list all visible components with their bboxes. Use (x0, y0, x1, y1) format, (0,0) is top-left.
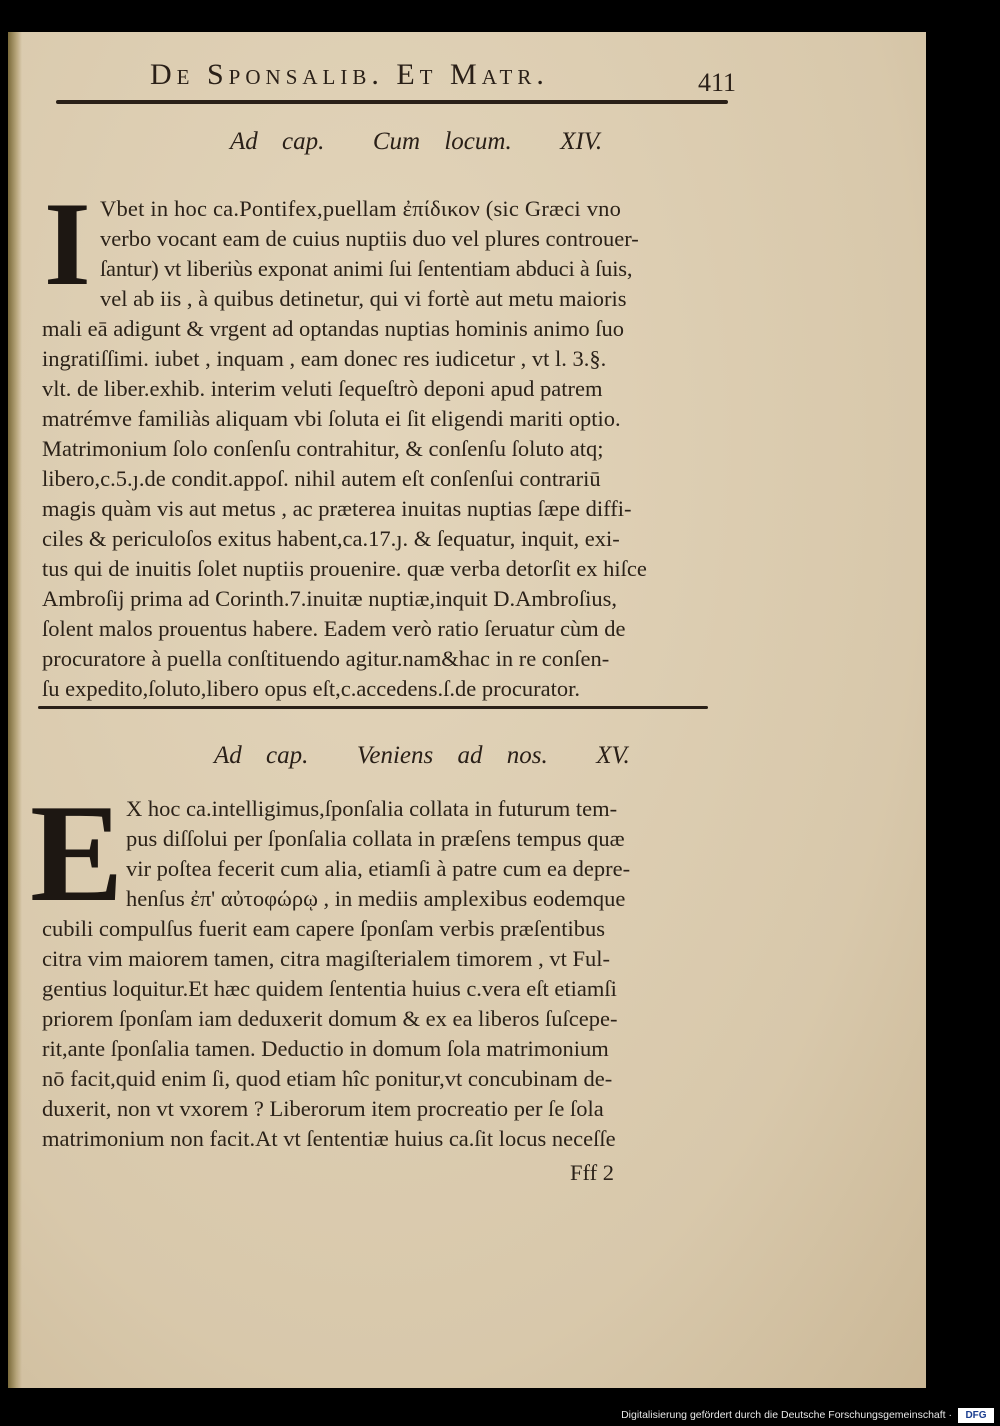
text-line: ſu expedito,ſoluto,libero opus eſt,c.accedens.ſ.de procurator. (42, 676, 580, 701)
text-line: henſus ἐπ' αὐτοφώρῳ , in mediis amplexibus eodemque (126, 886, 626, 911)
text-line: procuratore à puella conſtituendo agitur.nam&hac in re conſen- (42, 646, 610, 671)
text-line: magis quàm vis aut metus , ac præterea inuitas nuptias ſæpe diffi- (42, 496, 632, 521)
header-rule (56, 100, 728, 104)
text-line: X hoc ca.intelligimus,ſponſalia collata in futurum tem- (126, 796, 618, 821)
text-line: ingratiſſimi. iubet , inquam , eam donec res iudicetur , vt l. 3.§. (42, 346, 607, 371)
text-line: citra vim maiorem tamen, citra magiſterialem timorem , vt Ful- (42, 946, 610, 971)
text-line: ciles & periculoſos exitus habent,ca.17.ȷ. & ſequatur, inquit, exi- (42, 526, 620, 551)
text-line: tus qui de inuitis ſolet nuptiis prouenire. quæ verba detorſit ex hiſce (42, 556, 647, 581)
text-line: vir poſtea fecerit cum alia, etiamſi à patre cum ea depre- (126, 856, 631, 881)
text-line: duxerit, non vt vxorem ? Liberorum item procreatio per ſe ſola (42, 1096, 604, 1121)
text-line: Matrimonium ſolo conſenſu contrahitur, & conſenſu ſoluto atq; (42, 436, 604, 461)
footer-credit: Digitalisierung gefördert durch die Deutsche Forschungsgemeinschaft · (621, 1409, 952, 1421)
book-page (8, 32, 926, 1388)
text-line: Ambroſij prima ad Corinth.7.inuitæ nuptiæ,inquit D.Ambroſius, (42, 586, 617, 611)
section-heading-1: Ad cap. Cum locum. XIV. (230, 128, 603, 155)
text-line: matrémve familiàs aliquam vbi ſoluta ei ſit eligendi mariti optio. (42, 406, 621, 431)
running-head: De Sponsalib. Et Matr. (150, 58, 549, 91)
drop-initial-1: I (44, 177, 91, 310)
text-line: vlt. de liber.exhib. interim veluti ſequeſtrò deponi apud patrem (42, 376, 603, 401)
text-line: priorem ſponſam iam deduxerit domum & ex ea liberos ſuſcepe- (42, 1006, 618, 1031)
drop-initial-2: E (30, 776, 124, 931)
page-number: 411 (698, 68, 737, 97)
text-line: verbo vocant eam de cuius nuptiis duo vel plures controuer- (100, 226, 639, 251)
page-gutter (8, 32, 22, 1388)
text-line: gentius loquitur.Et hæc quidem ſententia huius c.vera eſt etiamſi (42, 976, 617, 1001)
text-line: matrimonium non facit.At vt ſententiæ huius ca.ſit locus neceſſe (42, 1126, 616, 1151)
section-divider (38, 706, 708, 709)
section-heading-2: Ad cap. Veniens ad nos. XV. (214, 742, 630, 769)
text-line: mali eā adigunt & vrgent ad optandas nuptias hominis animo ſuo (42, 316, 624, 341)
text-line: libero,c.5.ȷ.de condit.appoſ. nihil autem eſt conſenſui contrariū (42, 466, 601, 491)
text-line: cubili compulſus fuerit eam capere ſponſam verbis præſentibus (42, 916, 605, 941)
catchword: Fff 2 (570, 1160, 614, 1185)
dfg-logo-icon: DFG (958, 1408, 994, 1423)
text-line: nō facit,quid enim ſi, quod etiam hîc ponitur,vt concubinam de- (42, 1066, 613, 1091)
text-line: ſantur) vt liberiùs exponat animi ſui ſententiam abduci à ſuis, (100, 256, 633, 281)
text-line: pus diſſolui per ſponſalia collata in præſens tempus quæ (126, 826, 625, 851)
text-line: Vbet in hoc ca.Pontifex,puellam ἐπίδικον (sic Græci vno (100, 196, 622, 221)
text-line: rit,ante ſponſalia tamen. Deductio in domum ſola matrimonium (42, 1036, 609, 1061)
text-line: vel ab iis , à quibus detinetur, qui vi fortè aut metu maioris (100, 286, 627, 311)
text-line: ſolent malos prouentus habere. Eadem verò ratio ſeruatur cùm de (42, 616, 626, 641)
